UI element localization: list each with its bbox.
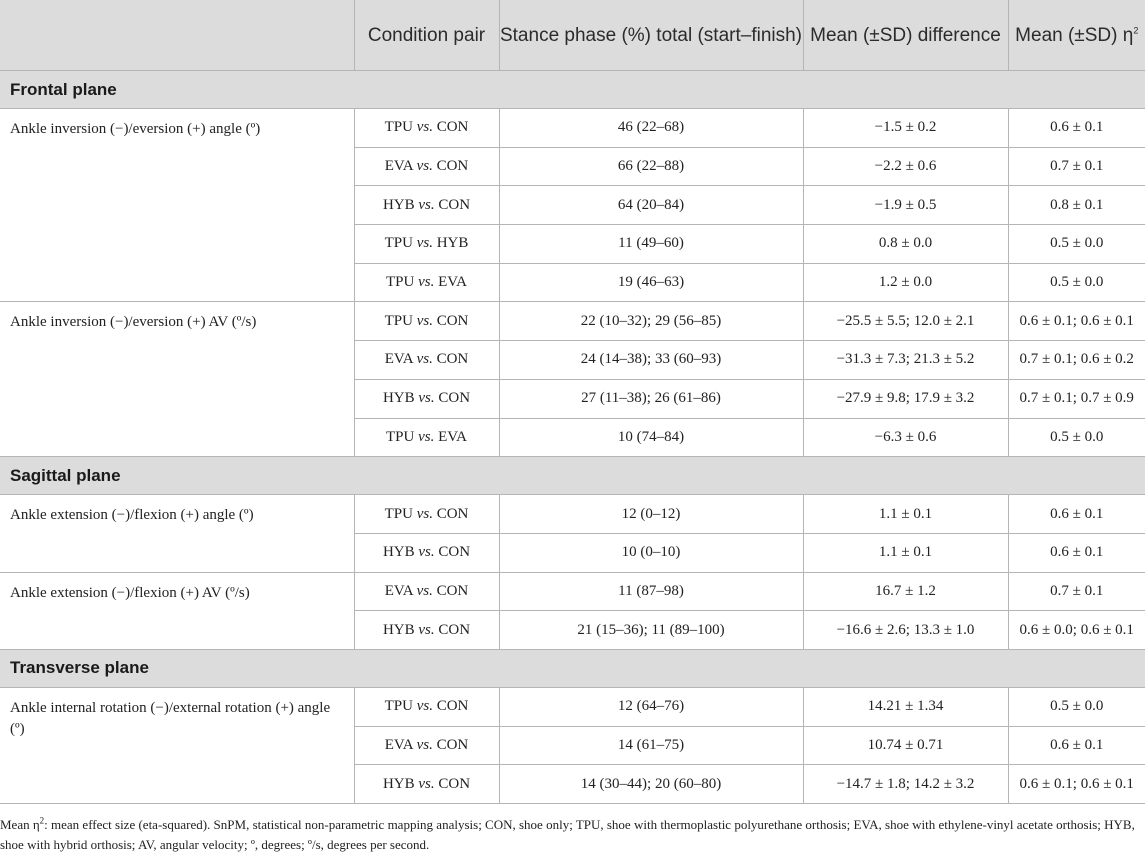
stance-phase-cell: 12 (0–12) — [499, 495, 803, 534]
section-row — [0, 71, 1145, 109]
header-row — [0, 0, 1145, 71]
mean-difference-cell: 14.21 ± 1.34 — [803, 687, 1008, 726]
effect-size-cell: 0.5 ± 0.0 — [1008, 687, 1145, 726]
measure-label: Ankle internal rotation (−)/external rotation (+) angle (º) — [0, 687, 354, 803]
section-title: Frontal plane — [0, 71, 1145, 109]
condition-a: EVA — [384, 736, 413, 753]
condition-b: CON — [436, 736, 469, 753]
condition-pair-cell — [354, 495, 499, 534]
stance-phase-cell: 14 (61–75) — [499, 726, 803, 765]
condition-a: TPU — [384, 235, 413, 252]
mean-difference-cell: −25.5 ± 5.5; 12.0 ± 2.1 — [803, 302, 1008, 341]
condition-pair-cell — [354, 379, 499, 418]
condition-a: HYB — [382, 390, 415, 407]
effect-size-cell: 0.6 ± 0.1; 0.6 ± 0.1 — [1008, 765, 1145, 804]
condition-pair-cell — [354, 418, 499, 457]
table-row — [0, 109, 1145, 148]
vs-text: vs. — [416, 698, 433, 715]
header-mean-difference: Mean (±SD) difference — [803, 0, 1008, 71]
measure-label: Ankle extension (−)/flexion (+) AV (º/s) — [0, 572, 354, 649]
mean-difference-cell: 1.1 ± 0.1 — [803, 495, 1008, 534]
stance-phase-cell: 11 (87–98) — [499, 572, 803, 611]
condition-pair-cell — [354, 572, 499, 611]
vs-text: vs. — [418, 390, 435, 407]
condition-b: EVA — [438, 428, 467, 445]
condition-b: CON — [438, 621, 471, 638]
condition-a: TPU — [386, 428, 415, 445]
header-condition-pair: Condition pair — [354, 0, 499, 71]
mean-difference-cell: 0.8 ± 0.0 — [803, 225, 1008, 264]
header-stance-phase: Stance phase (%) total (start–finish) — [499, 0, 803, 71]
condition-pair-cell — [354, 263, 499, 302]
condition-b: CON — [436, 119, 469, 136]
condition-a: EVA — [384, 158, 413, 175]
vs-text: vs. — [418, 274, 435, 291]
condition-a: TPU — [384, 312, 413, 329]
vs-text: vs. — [416, 736, 433, 753]
table-body — [0, 71, 1145, 804]
condition-pair-cell — [354, 611, 499, 650]
condition-pair-cell — [354, 341, 499, 380]
header-effect-size-label: Mean (±SD) η — [1015, 24, 1134, 46]
section-title: Sagittal plane — [0, 457, 1145, 495]
effect-size-cell: 0.7 ± 0.1; 0.6 ± 0.2 — [1008, 341, 1145, 380]
condition-b: CON — [438, 544, 471, 561]
effect-size-cell: 0.5 ± 0.0 — [1008, 263, 1145, 302]
effect-size-cell: 0.6 ± 0.1; 0.6 ± 0.1 — [1008, 302, 1145, 341]
table-footnote — [0, 815, 1140, 855]
stance-phase-cell: 10 (74–84) — [499, 418, 803, 457]
condition-a: HYB — [382, 775, 415, 792]
condition-a: HYB — [382, 544, 415, 561]
mean-difference-cell: −2.2 ± 0.6 — [803, 147, 1008, 186]
vs-text: vs. — [416, 158, 433, 175]
vs-text: vs. — [416, 351, 433, 368]
condition-a: TPU — [384, 505, 413, 522]
condition-b: CON — [438, 196, 471, 213]
stance-phase-cell: 14 (30–44); 20 (60–80) — [499, 765, 803, 804]
vs-text: vs. — [416, 235, 433, 252]
condition-a: TPU — [386, 274, 415, 291]
header-effect-size-superscript: 2 — [1133, 25, 1139, 36]
condition-b: HYB — [436, 235, 469, 252]
vs-text: vs. — [416, 582, 433, 599]
condition-b: CON — [436, 158, 469, 175]
condition-pair-cell — [354, 726, 499, 765]
condition-pair-cell — [354, 186, 499, 225]
stance-phase-cell: 10 (0–10) — [499, 533, 803, 572]
vs-text: vs. — [418, 544, 435, 561]
stance-phase-cell: 11 (49–60) — [499, 225, 803, 264]
effect-size-cell: 0.5 ± 0.0 — [1008, 418, 1145, 457]
mean-difference-cell: −31.3 ± 7.3; 21.3 ± 5.2 — [803, 341, 1008, 380]
effect-size-cell: 0.7 ± 0.1; 0.7 ± 0.9 — [1008, 379, 1145, 418]
footnote-eta-label: Mean η — [0, 817, 40, 832]
measure-label: Ankle inversion (−)/eversion (+) AV (º/s) — [0, 302, 354, 457]
mean-difference-cell: −14.7 ± 1.8; 14.2 ± 3.2 — [803, 765, 1008, 804]
stance-phase-cell: 46 (22–68) — [499, 109, 803, 148]
vs-text: vs. — [418, 621, 435, 638]
table-row — [0, 572, 1145, 611]
vs-text: vs. — [416, 119, 433, 136]
effect-size-cell: 0.8 ± 0.1 — [1008, 186, 1145, 225]
vs-text: vs. — [418, 775, 435, 792]
mean-difference-cell: −16.6 ± 2.6; 13.3 ± 1.0 — [803, 611, 1008, 650]
condition-a: TPU — [384, 119, 413, 136]
condition-b: CON — [436, 582, 469, 599]
condition-a: EVA — [384, 582, 413, 599]
stance-phase-cell: 64 (20–84) — [499, 186, 803, 225]
mean-difference-cell: −6.3 ± 0.6 — [803, 418, 1008, 457]
condition-b: CON — [436, 505, 469, 522]
vs-text: vs. — [416, 312, 433, 329]
mean-difference-cell: 16.7 ± 1.2 — [803, 572, 1008, 611]
effect-size-cell: 0.6 ± 0.1 — [1008, 109, 1145, 148]
condition-pair-cell — [354, 687, 499, 726]
section-title: Transverse plane — [0, 649, 1145, 687]
footnote-text: : mean effect size (eta-squared). SnPM, statistical non-parametric mapping analysis; CON, shoe only; TPU, shoe with thermoplastic polyurethane orthosis; EVA, shoe with ethylene-vinyl acetate orthosis; HYB, shoe with hybrid orthosis; AV, angular velocity; º, degrees; º/s, degrees per second. — [0, 817, 1135, 852]
condition-b: EVA — [438, 274, 467, 291]
effect-size-cell: 0.6 ± 0.1 — [1008, 726, 1145, 765]
effect-size-cell: 0.6 ± 0.1 — [1008, 533, 1145, 572]
condition-b: CON — [438, 390, 471, 407]
condition-pair-cell — [354, 109, 499, 148]
mean-difference-cell: 1.2 ± 0.0 — [803, 263, 1008, 302]
condition-b: CON — [436, 698, 469, 715]
mean-difference-cell: −1.9 ± 0.5 — [803, 186, 1008, 225]
condition-pair-cell — [354, 533, 499, 572]
condition-pair-cell — [354, 147, 499, 186]
measure-label: Ankle inversion (−)/eversion (+) angle (º) — [0, 109, 354, 302]
condition-pair-cell — [354, 225, 499, 264]
vs-text: vs. — [418, 196, 435, 213]
header-measure — [0, 0, 354, 71]
condition-b: CON — [436, 351, 469, 368]
effect-size-cell: 0.5 ± 0.0 — [1008, 225, 1145, 264]
stance-phase-cell: 27 (11–38); 26 (61–86) — [499, 379, 803, 418]
condition-b: CON — [438, 775, 471, 792]
table-row — [0, 687, 1145, 726]
condition-a: HYB — [382, 621, 415, 638]
header-effect-size — [1008, 0, 1145, 71]
mean-difference-cell: −27.9 ± 9.8; 17.9 ± 3.2 — [803, 379, 1008, 418]
mean-difference-cell: −1.5 ± 0.2 — [803, 109, 1008, 148]
footnote-eta-superscript: 2 — [39, 815, 45, 826]
condition-a: EVA — [384, 351, 413, 368]
measure-label: Ankle extension (−)/flexion (+) angle (º) — [0, 495, 354, 572]
stance-phase-cell: 19 (46–63) — [499, 263, 803, 302]
section-row — [0, 649, 1145, 687]
table-row — [0, 495, 1145, 534]
effect-size-cell: 0.6 ± 0.1 — [1008, 495, 1145, 534]
effect-size-cell: 0.7 ± 0.1 — [1008, 572, 1145, 611]
stance-phase-cell: 21 (15–36); 11 (89–100) — [499, 611, 803, 650]
stance-phase-cell: 12 (64–76) — [499, 687, 803, 726]
vs-text: vs. — [418, 428, 435, 445]
effect-size-cell: 0.7 ± 0.1 — [1008, 147, 1145, 186]
condition-a: HYB — [382, 196, 415, 213]
mean-difference-cell: 10.74 ± 0.71 — [803, 726, 1008, 765]
condition-pair-cell — [354, 302, 499, 341]
table-row — [0, 302, 1145, 341]
stance-phase-cell: 22 (10–32); 29 (56–85) — [499, 302, 803, 341]
section-row — [0, 457, 1145, 495]
condition-pair-cell — [354, 765, 499, 804]
stance-phase-cell: 24 (14–38); 33 (60–93) — [499, 341, 803, 380]
effect-size-cell: 0.6 ± 0.0; 0.6 ± 0.1 — [1008, 611, 1145, 650]
vs-text: vs. — [416, 505, 433, 522]
stance-phase-cell: 66 (22–88) — [499, 147, 803, 186]
mean-difference-cell: 1.1 ± 0.1 — [803, 533, 1008, 572]
condition-b: CON — [436, 312, 469, 329]
condition-a: TPU — [384, 698, 413, 715]
